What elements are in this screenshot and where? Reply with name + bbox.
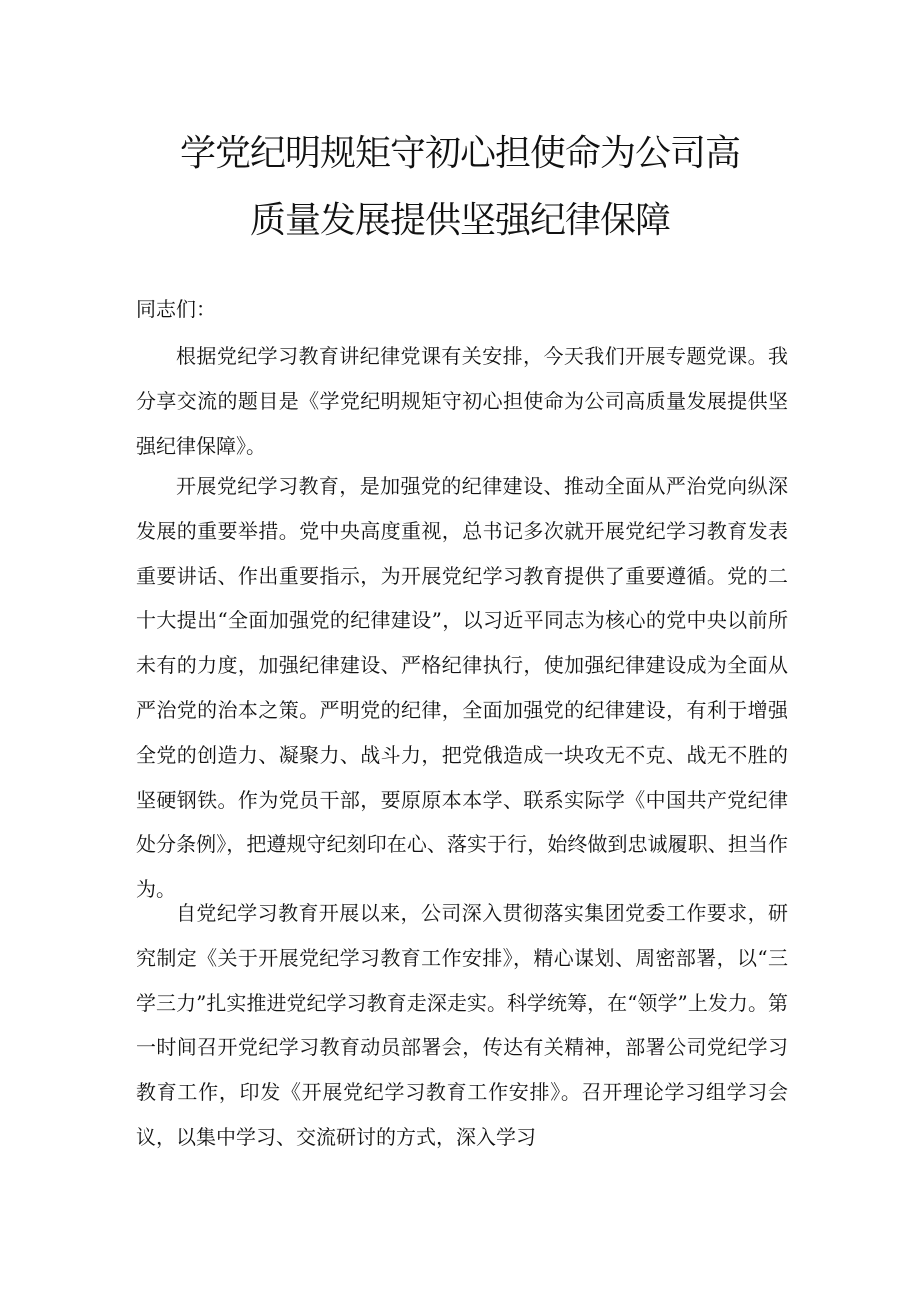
- salutation: 同志们：: [136, 297, 216, 321]
- document-title-line-2: 质量发展提供坚强纪律保障: [249, 200, 670, 241]
- paragraph-3: 自党纪学习教育开展以来，公司深入贯彻落实集团党委工作要求，研究制定《关于开展党纪学习教育工作安排》，精心谋划、周密部署，以“三学三力”扎实推进党纪学习教育走深走实。科学统筹，在“领学”上发力。第一时间召开党纪学习教育动员部署会，传达有关精神，部署公司党纪学习教育工作，印发《开展党纪学习教育工作安排》。召开理论学习组学习会议，以集中学习、交流研讨的方式，深入学习: [136, 901, 788, 1149]
- paragraph-2: 开展党纪学习教育，是加强党的纪律建设、推动全面从严治党向纵深发展的重要举措。党中央高度重视，总书记多次就开展党纪学习教育发表重要讲话、作出重要指示，为开展党纪学习教育提供了重要遵循。党的二十大提出“全面加强党的纪律建设”，以习近平同志为核心的党中央以前所未有的力度，加强纪律建设、严格纪律执行，使加强纪律建设成为全面从严治党的治本之策。严明党的纪律，全面加强党的纪律建设，有利于增强全党的创造力、凝聚力、战斗力，把党俄造成一块攻无不克、战无不胜的坚硬钢铁。作为党员干部，要原原本本学、联系实际学《中国共产党纪律处分条例》，把遵规守纪刻印在心、落实于行，始终做到忠诚履职、担当作为。: [136, 474, 788, 902]
- document-title-line-1: 学党纪明规矩守初心担使命为公司高: [179, 133, 740, 174]
- paragraph-1: 根据党纪学习教育讲纪律党课有关安排，今天我们开展专题党课。我分享交流的题目是《学党纪明规矩守初心担使命为公司高质量发展提供坚强纪律保障》。: [136, 344, 788, 458]
